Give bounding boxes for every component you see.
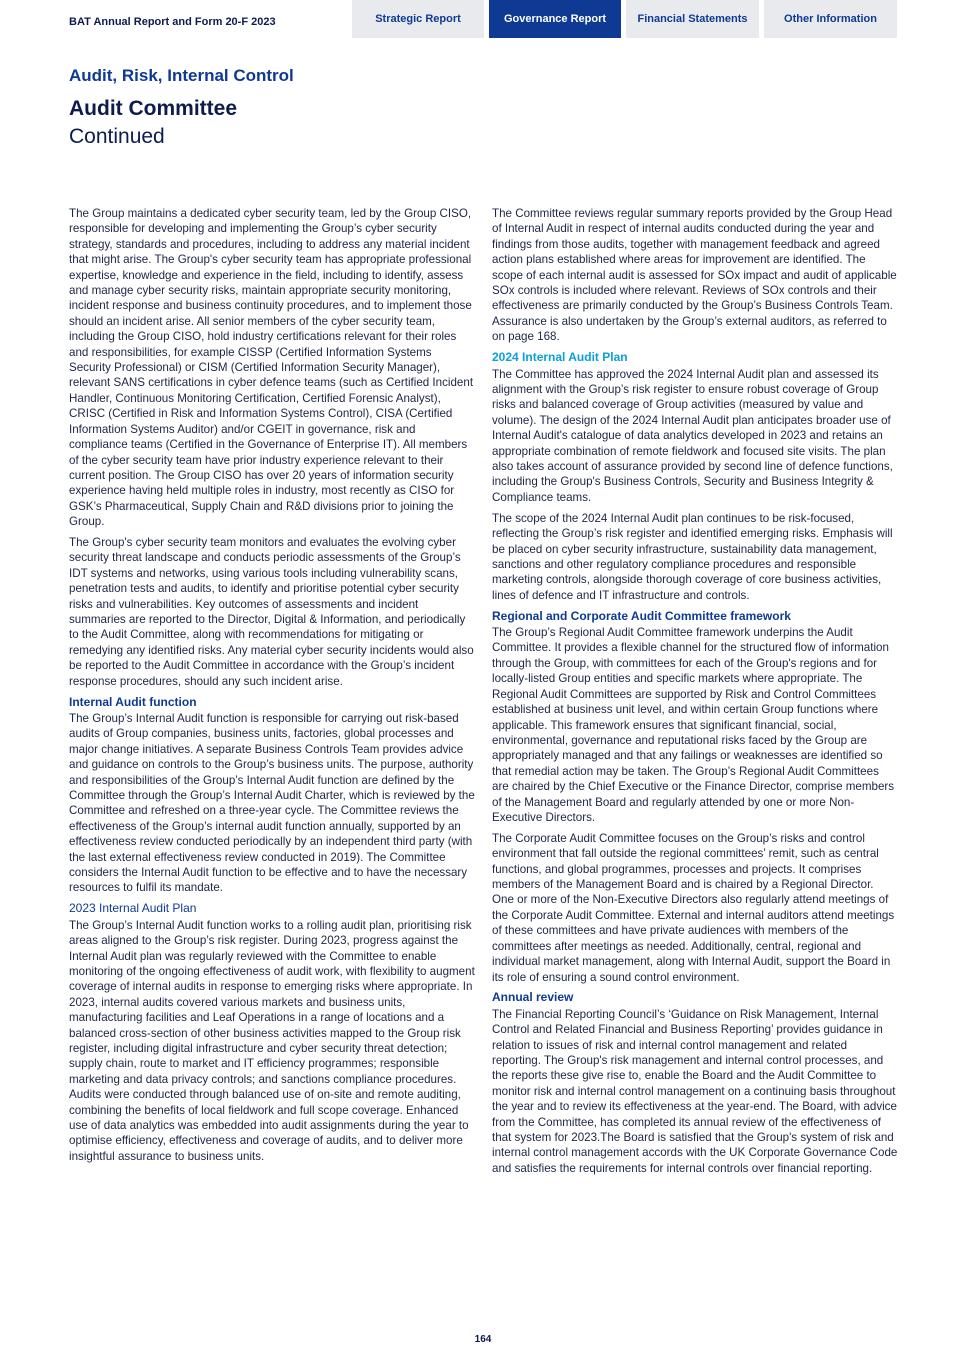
audit-plan-2024-heading: 2024 Internal Audit Plan: [492, 350, 628, 365]
summary-reports-paragraph: The Committee reviews regular summary reports provided by the Group Head of Internal Audit in respect of internal audits conducted during the year and findings from those audits, together with management feedback and agreed action plans established where areas for improvement are identified. The scope of each internal audit is assessed for SOx impact and audit of applicable SOx controls is included where relevant. Reviews of SOx controls and their effectiveness are primarily conducted by the Group’s Business Controls Team. Assurance is also undertaken by the Group’s external auditors, as referred to on page 168.: [492, 207, 897, 344]
tab-other-information[interactable]: Other Information: [764, 0, 897, 38]
annual-review-paragraph: The Financial Reporting Council’s ‘Guidance on Risk Management, Internal Control and Related Financial and Business Reporting’ provides guidance in relation to issues of risk and internal control management and related reporting. The Group's risk management and internal control processes, and the reports these give rise to, enable the Board and the Audit Committee to monitor risk and internal control management on a continuing basis throughout the year and to review its effectiveness at the year-end. The Board, with advice from the Committee, has completed its annual review of the effectiveness of that system for 2023.The Board is satisfied that the Group's system of risk and internal control management accords with the UK Corporate Governance Code and satisfies the requirements for internal controls over financial reporting.: [492, 1007, 898, 1175]
tab-strategic-report[interactable]: Strategic Report: [352, 0, 484, 38]
left-column: [69, 206, 475, 1170]
page-subtitle: Continued: [69, 125, 165, 148]
annual-review-heading: Annual review: [492, 990, 574, 1005]
page-number: 164: [474, 1334, 492, 1345]
regional-framework-paragraph: The Group’s Regional Audit Committee framework underpins the Audit Committee. It provides a flexible channel for the structured flow of information through the Group, with committees for each of the Group's regions and for locally-listed Group entities and specific markets where appropriate. The Regional Audit Committees are supported by Risk and Control Committees established at business unit level, and within certain Group functions where applicable. This framework ensures that significant financial, social, environmental, governance and reputational risks faced by the Group are appropriately managed and that any failings or weaknesses are identified so that remedial action may be taken. The Group’s Regional Audit Committees are chaired by the Chief Executive or the Finance Director, comprise members of the Management Board and regularly attended by one or more Non-Executive Directors.: [492, 626, 895, 824]
regional-framework-heading: Regional and Corporate Audit Committee framework: [492, 608, 791, 623]
top-navigation-bar: [0, 0, 966, 38]
audit-plan-2023-paragraph: The Group’s Internal Audit function works to a rolling audit plan, prioritising risk areas aligned to the Group’s risk register. During 2023, progress against the Internal Audit plan was regularly reviewed with the Committee to enable monitoring of the ongoing effectiveness of audit work, with flexibility to augment coverage of internal audits in response to emerging risks where appropriate. In 2023, internal audits covered various markets and business units, manufacturing facilities and Leaf Operations in a range of locations and a balanced cross-section of other business activities mapped to the Group risk register, including digital infrastructure and cyber security threat detection; supply chain, route to market and IT efficiency programmes; responsible marketing and data privacy controls; and sanctions compliance procedures. Audits were conducted through balanced use of on-site and remote auditing, combining the benefits of local fieldwork and full scope coverage. Enhanced use of data analytics was embedded into audit assignments during the year to optimise efficiency, effectiveness and coverage of audits, and to deliver more insightful assurance to business units.: [69, 918, 475, 1163]
internal-audit-paragraph: The Group’s Internal Audit function is responsible for carrying out risk-based audits of Group companies, business units, factories, global processes and major change initiatives. A separate Business Controls Team provides advice and guidance on controls to the Group’s business units. The purpose, authority and responsibilities of the Group’s Internal Audit function are defined by the Committee through the Group’s Internal Audit Charter, which is reviewed by the Committee and refreshed on a three-year cycle. The Committee reviews the effectiveness of the Group’s internal audit function annually, supported by an effectiveness review conducted periodically by an independent third party (with the last external effectiveness review conducted in 2019). The Committee considers the Internal Audit function to be effective and to have the necessary resources to fulfil its mandate.: [69, 712, 475, 895]
section-title: Audit, Risk, Internal Control: [69, 66, 294, 85]
cyber-monitoring-paragraph: The Group's cyber security team monitors and evaluates the evolving cyber security threat landscape and conducts periodic assessments of the Group’s IDT systems and networks, using various tools including vulnerability scans, penetration tests and audits, to identify and prioritise potential cyber security risks and vulnerabilities. Key outcomes of assessments and incident summaries are reported to the Director, Digital & Information, and periodically to the Audit Committee, along with recommendations for mitigating or remedying any identified risks. Any material cyber security incidents would also be reported to the Audit Committee in accordance with the Group’s incident response procedures, should any such incident arise.: [69, 536, 474, 688]
page-title: Audit Committee: [69, 97, 237, 120]
audit-plan-scope-paragraph: The scope of the 2024 Internal Audit plan continues to be risk-focused, reflecting the Group’s risk register and identified emerging risks. Emphasis will be placed on cyber security infrastructure, sustainability data management, sanctions and other regulatory compliance procedures and responsible marketing controls, alongside thorough coverage of core business activities, lines of defence and IT infrastructure and controls.: [492, 511, 893, 602]
audit-plan-2023-heading: 2023 Internal Audit Plan: [69, 901, 197, 916]
cyber-team-paragraph: The Group maintains a dedicated cyber security team, led by the Group CISO, responsible for developing and implementing the Group’s cyber security strategy, standards and procedures, including to address any material incident that might arise. The Group's cyber security team has appropriate professional expertise, knowledge and experience in the field, including to identify, assess and manage cyber security risks, maintain appropriate security monitoring, incident response and business continuity procedures, and to implement those should an incident arise. All senior members of the cyber security team, including the Group CISO, hold industry certifications relevant for their roles and responsibilities, for example CISSP (Certified Information Systems Security Professional) or CISM (Certified Information Security Manager), relevant SANS certifications in cyber defence teams (such as Certified Incident Handler, Continuous Monitoring Certification, Certified Forensic Analyst), CRISC (Certified in Risk and Information Systems Control), CISA (Certified Information Systems Auditor) and/or CGEIT in governance, risk and compliance teams (Certified in the Governance of Enterprise IT). All members of the cyber security team have prior industry experience relevant to their current position. The Group CISO has over 20 years of information security experience having held multiple roles in industry, most recently as CISO for GSK’s Pharmaceutical, Supply Chain and R&D divisions prior to joining the Group.: [69, 207, 474, 529]
tab-governance-report[interactable]: Governance Report: [489, 0, 621, 38]
corporate-audit-paragraph: The Corporate Audit Committee focuses on the Group’s risks and control environment that fall outside the regional committees’ remit, such as central functions, and global programmes, processes and projects. It comprises members of the Management Board and is chaired by a Regional Director. One or more of the Non-Executive Directors also regularly attend meetings of the Corporate Audit Committee. External and internal auditors attend meetings of these committees and have private audiences with members of the committees after meetings as needed. Additionally, central, regional and individual market management, along with Internal Audit, support the Board in its role of ensuring a sound control environment.: [492, 831, 895, 984]
report-title: BAT Annual Report and Form 20-F 2023: [69, 16, 276, 28]
right-column: [492, 206, 898, 1182]
internal-audit-heading: Internal Audit function: [69, 694, 197, 709]
audit-plan-2024-paragraph: The Committee has approved the 2024 Internal Audit plan and assessed its alignment with the Group’s risk register to ensure robust coverage of Group risks and balanced coverage of Group activities (measured by value and volume). The design of the 2024 Internal Audit plan anticipates broader use of Internal Audit's catalogue of data analytics developed in 2023 and retains an appropriate combination of remote fieldwork and focused site visits. The plan also takes account of assurance provided by second line of defence functions, including the Group's Business Controls, Security and Business Integrity & Compliance teams.: [492, 367, 893, 504]
tab-financial-statements[interactable]: Financial Statements: [626, 0, 759, 38]
